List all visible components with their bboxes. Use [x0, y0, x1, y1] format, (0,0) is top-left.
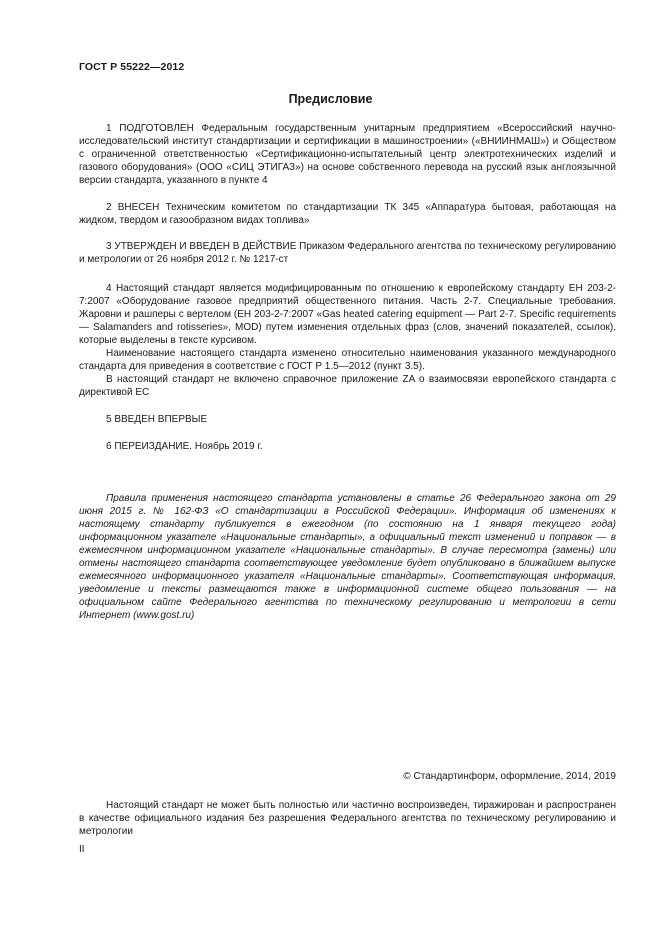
item-4-modification — [79, 282, 616, 399]
application-rules-notice — [79, 492, 616, 622]
item-6-reissue — [79, 440, 616, 453]
reproduction-text: Настоящий стандарт не может быть полностью или частично воспроизведен, тиражирован и распространен в качестве официального издания без разрешения Федерального агентства по техническому регулированию и метрологии — [79, 800, 616, 837]
item-5-first-introduced — [79, 413, 616, 426]
page-number: II — [79, 844, 85, 855]
reproduction-notice — [79, 799, 616, 838]
item-3-text: 3 УТВЕРЖДЕН И ВВЕДЕН В ДЕЙСТВИЕ Приказом Федерального агентства по техническому регулированию и метрологии от 26 ноября 2012 г. № 1217-ст — [79, 241, 616, 265]
item-2-text: 2 ВНЕСЕН Техническим комитетом по стандартизации ТК 345 «Аппаратура бытовая, работающая на жидком, твердом и газообразном видах топлива» — [79, 202, 616, 226]
item-4-name-note: Наименование настоящего стандарта изменено относительно наименования указанного международного стандарта для приведения в соответствие с ГОСТ Р 1.5—2012 (пункт 3.5). — [79, 348, 616, 372]
item-6-text: 6 ПЕРЕИЗДАНИЕ. Ноябрь 2019 г. — [106, 441, 263, 452]
document-id-header: ГОСТ Р 55222—2012 — [79, 61, 185, 73]
copyright-line: © Стандартинформ, оформление, 2014, 2019 — [403, 771, 616, 782]
item-2-introduced — [79, 201, 616, 227]
item-4-annex-note: В настоящий стандарт не включено справочное приложение ZA о взаимосвязи европейского стандарта с директивой ЕС — [79, 374, 616, 398]
item-3-approved — [79, 240, 616, 266]
item-5-text: 5 ВВЕДЕН ВПЕРВЫЕ — [106, 414, 208, 425]
section-title: Предисловие — [288, 92, 373, 106]
notice-text: Правила применения настоящего стандарта установлены в статье 26 Федерального закона от 29 июня 2015 г. № 162-ФЗ «О стандартизации в Российской Федерации». Информация об изменениях к настоящему стандарту публикуется в ежегодном (по состоянию на 1 января текущего года) информационном указателе «Национальные стандарты», а официальный текст изменений и поправок — в ежемесячном информационном указателе «Национальные стандарты». В случае пересмотра (замены) или отмены настоящего стандарта соответствующее уведомление будет опубликовано в ближайшем выпуске ежемесячного информационного указателя «Национальные стандарты». Соответствующая информация, уведомление и тексты размещаются также в информационной системе общего пользования — на официальном сайте Федерального агентства по техническому регулированию и метрологии в сети Интернет (www.gost.ru) — [79, 493, 616, 621]
item-4-text: 4 Настоящий стандарт является модифицированным по отношению к европейскому стандарту ЕН 203-2-7:2007 «Оборудование газовое предприятий общественного питания. Часть 2-7. Специальные требования. Жаровни и рашперы с вертелом (ЕН 203-2-7:2007 «Gas heated catering equipment — Part 2-7. Specific requirements — Salamanders and rotisseries», MOD) путем изменения отдельных фраз (слов, значений показателей, ссылок), которые выделены в тексте курсивом. — [79, 283, 616, 346]
item-1-prepared — [79, 122, 616, 187]
item-1-text: 1 ПОДГОТОВЛЕН Федеральным государственным унитарным предприятием «Всероссийский научно-исследовательский институт стандартизации и сертификации в машиностроении» («ВНИИНМАШ») и Обществом с ограниченной ответственностью «Сертификационно-испытательный центр электротехнических изделий и газового оборудования» (ООО «СИЦ ЭТИГАЗ») на основе собственного перевода на русский язык англоязычной версии стандарта, указанного в пункте 4 — [79, 123, 616, 186]
